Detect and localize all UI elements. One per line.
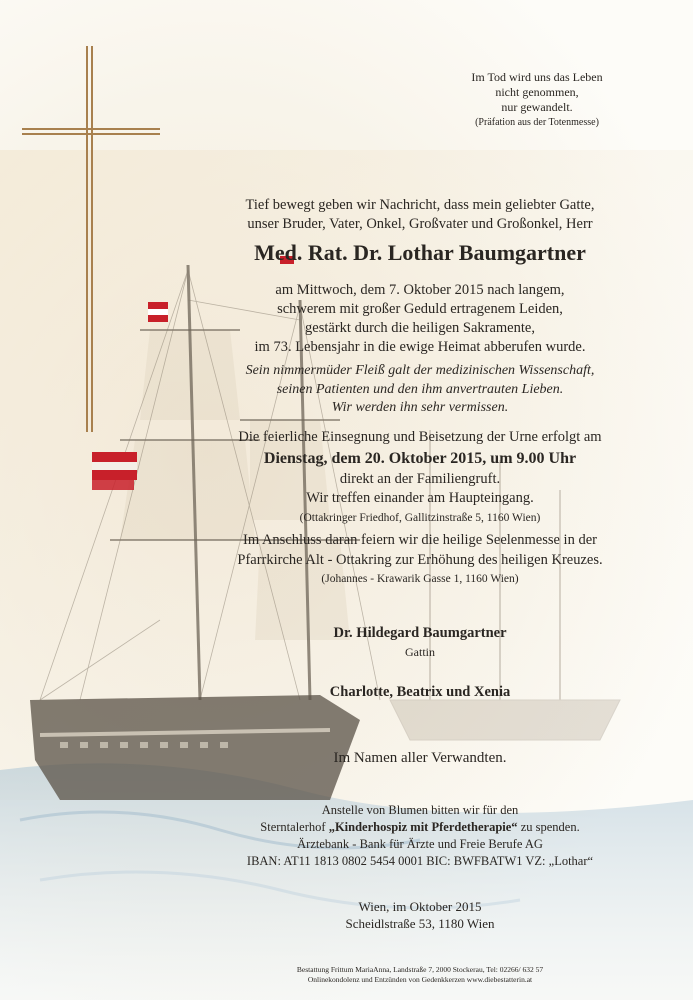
ceremony-line: Die feierliche Einsegnung und Beisetzung der Urne erfolgt am [238,429,602,445]
wife-role: Gattin [405,645,435,659]
donation-line: Anstelle von Blumen bitten wir für den [321,803,519,817]
bank-name: Ärztebank - Bank für Ärzte und Freie Berufe AG [297,837,543,851]
cemetery-address: (Ottakringer Friedhof, Gallitzinstraße 5, 1160 Wien) [299,511,541,524]
details-line: gestärkt durch die heiligen Sakramente, [305,320,535,336]
family-address [170,898,670,932]
donation-request [170,802,670,870]
deceased-name: Med. Rat. Dr. Lothar Baumgartner [254,240,586,265]
footer-line: Bestattung Frittum MariaAnna, Landstraße 7, 2000 Stockerau, Tel: 02266/ 632 57 [296,965,544,974]
requiem-mass [170,531,670,590]
verse-line: Wir werden ihn sehr vermissen. [331,400,509,415]
verse-line: Sein nimmermüder Fleiß galt der medizinischen Wissenschaft, [245,363,595,378]
announcement-intro [170,196,670,234]
mass-line: Im Anschluss daran feiern wir die heilige Seelenmesse in der [243,532,597,548]
mourner-relatives: Im Namen aller Verwandten. [333,750,507,766]
footer-line: Onlinekondolenz und Entzünden von Gedenkkerzen www.diebestatterin.at [307,975,533,984]
details-line: im 73. Lebensjahr in die ewige Heimat abberufen wurde. [254,339,586,355]
donation-suffix: zu spenden. [517,820,580,834]
funeral-ceremony [170,428,670,528]
epigraph-quote [427,70,647,130]
ceremony-line: Wir treffen einander am Haupteingang. [306,490,534,506]
mourner-wife [170,624,670,662]
ceremony-line: direkt an der Familiengruft. [339,470,501,487]
tribute-verse [170,362,670,418]
address-line: Wien, im Oktober 2015 [358,899,482,914]
intro-line: Tief bewegt geben wir Nachricht, dass mein geliebter Gatte, [245,197,595,213]
details-line: schwerem mit großer Geduld ertragenem Leiden, [277,301,563,317]
church-address: (Johannes - Krawarik Gasse 1, 1160 Wien) [321,573,519,585]
quote-line: nicht genommen, [495,85,579,99]
ceremony-date: Dienstag, dem 20. Oktober 2015, um 9.00 Uhr [263,449,577,467]
cross-icon [22,46,160,432]
quote-line: nur gewandelt. [501,100,573,114]
verse-line: seinen Patienten und den ihm anvertrauten Lieben. [276,381,564,397]
mass-line: Pfarrkirche Alt - Ottakring zur Erhöhung des heiligen Kreuzes. [237,551,603,568]
details-line: am Mittwoch, dem 7. Oktober 2015 nach langem, [275,282,565,298]
quote-line: Im Tod wird uns das Leben [471,70,603,84]
death-details [170,281,670,357]
quote-source: (Präfation aus der Totenmesse) [475,117,599,128]
mourner-daughters: Charlotte, Beatrix und Xenia [329,684,511,700]
bank-iban: IBAN: AT11 1813 0802 5454 0001 BIC: BWFBATW1 VZ: „Lothar“ [246,854,594,868]
charity-name: „Kinderhospiz mit Pferdetherapie“ [328,820,518,834]
address-line: Scheidlstraße 53, 1180 Wien [345,916,495,931]
intro-line: unser Bruder, Vater, Onkel, Großvater und Großonkel, Herr [247,216,593,232]
donation-line [170,819,670,836]
wife-name: Dr. Hildegard Baumgartner [333,625,507,641]
donation-prefix: Sterntalerhof [260,820,329,834]
funeral-home-footer [170,965,670,985]
